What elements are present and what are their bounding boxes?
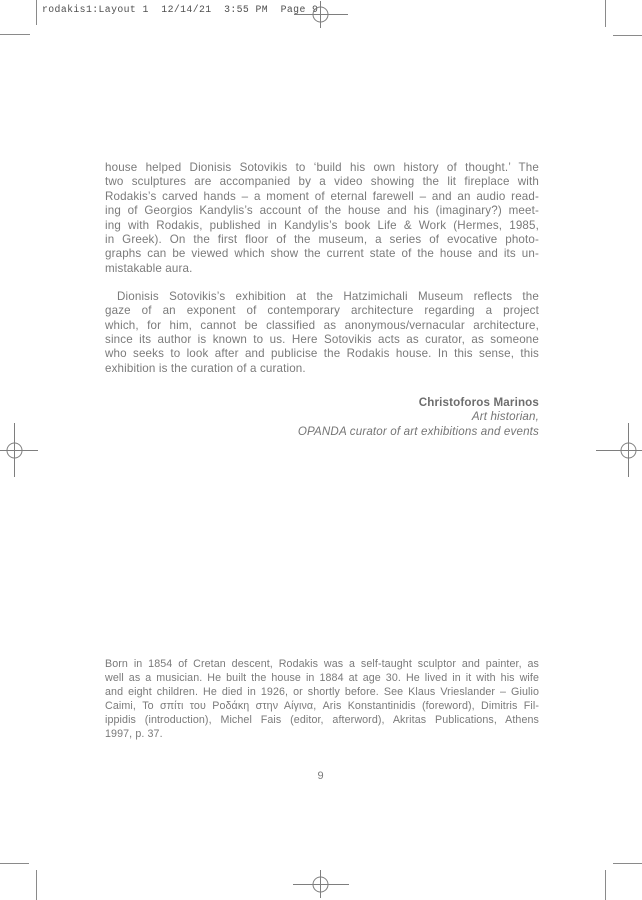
text-line: graphs can be viewed which show the current state of the house and its un- [105,247,539,261]
signature-block [105,396,539,439]
text-line: house helped Dionisis Sotovikis to ‘build his own history of thought.’ The [105,161,539,174]
crop-mark-top-left-horizontal [0,34,30,35]
crop-mark-top-right-vertical [605,0,606,27]
text-line: ing with Rodakis, published in Kandylis’s book Life & Work (Hermes, 1985, [105,218,539,232]
registration-mark-left-icon [0,421,40,479]
author-name: Christoforos Marinos [418,396,539,409]
author-role: Art historian, [471,410,539,424]
footnote [105,657,539,742]
registration-mark-right-icon [594,421,642,479]
crop-mark-bottom-right-vertical [605,870,606,900]
text-line: since its author is known to us. Here Sotovikis acts as curator, as someone [105,332,539,346]
registration-mark-bottom-icon [292,868,350,900]
text-line: who seeks to look after and publicise the Rodakis house. In this sense, this [105,347,539,361]
text-line: ippidis (introduction), Michel Fais (editor, afterword), Akritas Publications, Athens [105,714,539,727]
body-text [105,161,539,376]
text-line: mistakable aura. [105,261,193,275]
slug-line: rodakis1:Layout 1 12/14/21 3:55 PM Page 9 [42,4,319,15]
crop-mark-bottom-left-horizontal [0,863,29,864]
text-line: Born in 1854 of Cretan descent, Rodakis was a self-taught sculptor and painter, as [105,658,539,670]
text-line: Caimi, Το σπίτι του Ροδάκη στην Αίγινα, Aris Konstantinidis (foreword), Dimitris Fil- [105,700,539,713]
text-line: in Greek). On the first floor of the museum, a series of evocative photo- [105,233,539,247]
text-line: which, for him, cannot be classified as anonymous/vernacular architecture, [105,318,539,332]
paragraph-1 [105,161,539,276]
text-line: Rodakis’s carved hands – a moment of eternal farewell – and an audio read- [105,189,539,203]
text-line: well as a musician. He built the house in 1884 at age 30. He lived in it with his wife [105,672,539,685]
text-line: exhibition is the curation of a curation. [105,361,306,375]
crop-mark-top-left-vertical [36,0,37,25]
text-line: two sculptures are accompanied by a video showing the lit fireplace with [105,175,539,189]
text-line: and eight children. He died in 1926, or shortly before. See Klaus Vrieslander – Giulio [105,686,539,699]
text-line: Dionisis Sotovikis’s exhibition at the Hatzimichali Museum reflects the [117,289,539,303]
crop-mark-bottom-left-vertical [36,870,37,900]
registration-mark-top-icon [292,0,350,30]
text-line: gaze of an exponent of contemporary architecture regarding a project [105,304,539,318]
text-line: 1997, p. 37. [105,728,163,741]
paragraph-2 [105,290,539,376]
text-line: ing of Georgios Kandylis’s account of the house and his (imaginary?) meet- [105,204,539,218]
author-affiliation: OPANDA curator of art exhibitions and events [297,424,539,438]
crop-mark-bottom-right-horizontal [613,863,642,864]
page-number: 9 [317,770,324,782]
crop-mark-top-right-horizontal [613,35,642,36]
